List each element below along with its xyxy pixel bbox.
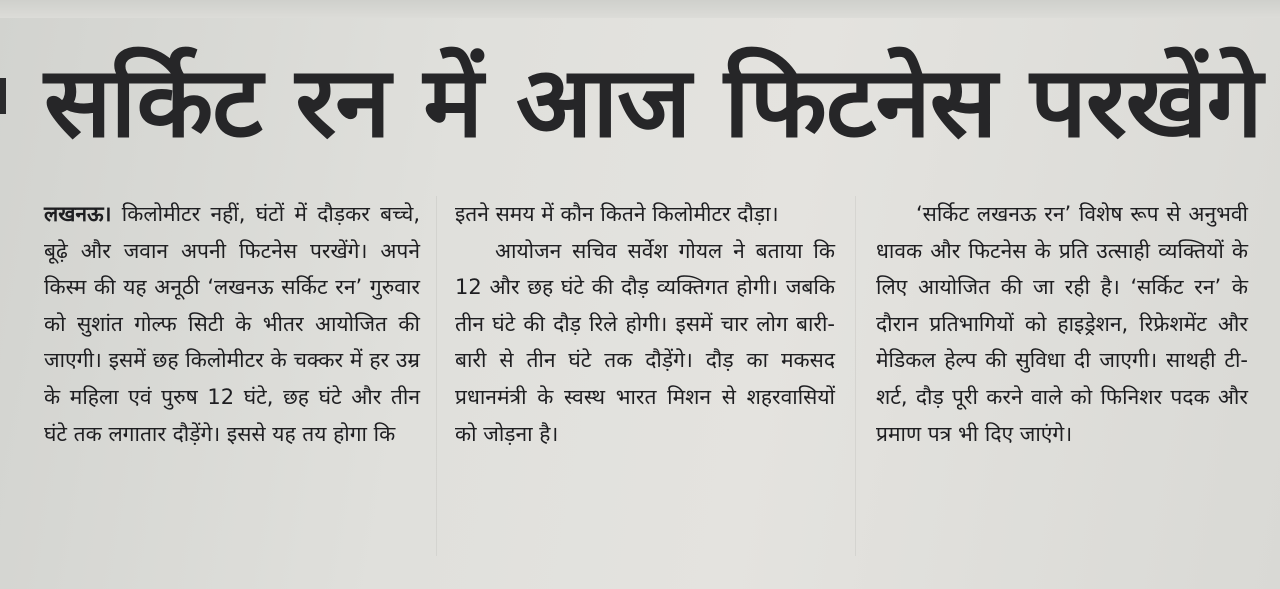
column-1 — [44, 196, 420, 452]
column-3 — [876, 196, 1248, 452]
column-2-paragraph-1: इतने समय में कौन कितने किलोमीटर दौड़ा। — [455, 202, 779, 226]
column-3-paragraph-1: ‘सर्किट लखनऊ रन’ विशेष रूप से अनुभवी धावक और फिटनेस के प्रति उत्साही व्यक्तियों के लिए आयोजित की जा रही है। ‘सर्किट रन’ के दौरान प्रतिभागियों को हाइड्रेशन, रिफ्रेशमेंट और मेडिकल हेल्प की सुविधा दी जाएगी। साथही टी-शर्ट, दौड़ पूरी करने वाले को फिनिशर पदक और प्रमाण पत्र भी दिए जाएंगे। — [876, 202, 1248, 446]
column-1-paragraph — [44, 196, 420, 452]
column-divider — [436, 196, 437, 556]
column-1-text: किलोमीटर नहीं, घंटों में दौड़कर बच्चे, बूढ़े और जवान अपनी फिटनेस परखेंगे। अपने किस्म की यह अनूठी ‘लखनऊ सर्किट रन’ गुरुवार को सुशांत गोल्फ सिटी के भीतर आयोजित की जाएगी। इसमें छह किलोमीटर के चक्कर में हर उम्र के महिला एवं पुरुष 12 घंटे, छह घंटे और तीन घंटे तक लगातार दौड़ेंगे। इससे यह तय होगा कि — [44, 202, 420, 446]
dateline: लखनऊ। — [44, 202, 112, 226]
headline: सर्किट रन में आज फिटनेस परखेंगे — [44, 46, 1262, 160]
top-margin-strip — [0, 0, 1280, 18]
left-edge-mark — [0, 78, 6, 114]
column-2-paragraph-2: आयोजन सचिव सर्वेश गोयल ने बताया कि 12 और छह घंटे की दौड़ व्यक्तिगत होगी। जबकि तीन घंटे की दौड़ रिले होगी। इसमें चार लोग बारी-बारी से तीन घंटे तक दौड़ेंगे। दौड़ का मकसद प्रधानमंत्री के स्वस्थ भारत मिशन से शहरवासियों को जोड़ना है। — [455, 238, 835, 446]
column-divider — [855, 196, 856, 556]
column-2 — [455, 196, 835, 452]
